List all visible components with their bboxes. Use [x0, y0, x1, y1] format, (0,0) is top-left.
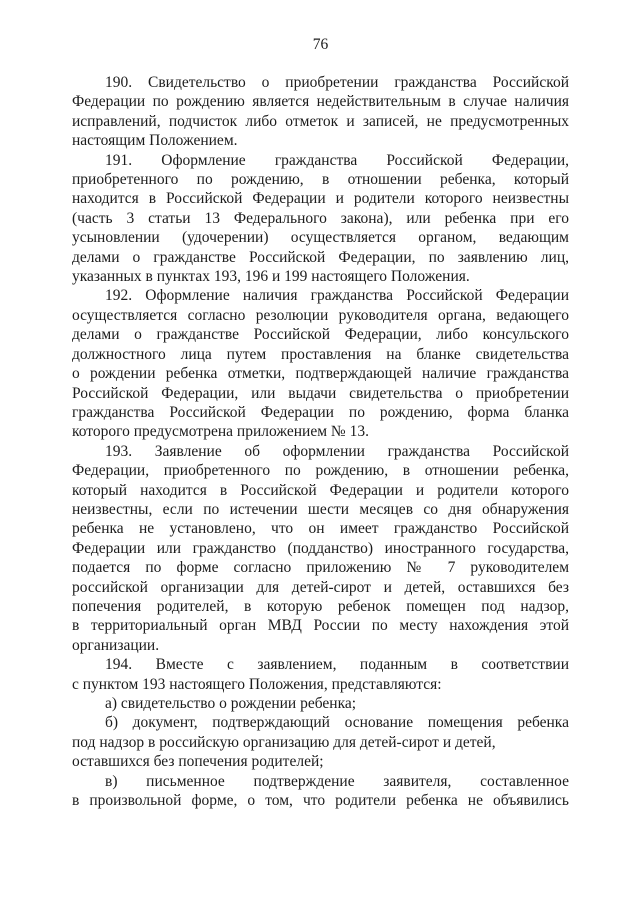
text-line: 190. Свидетельство о приобретении гражданства Российской	[105, 74, 569, 91]
text-line: настоящим Положением.	[72, 132, 238, 150]
paragraph-194-b	[72, 713, 569, 771]
text-line: указанных в пунктах 193, 196 и 199 настоящего Положения.	[72, 268, 470, 286]
paragraph-194	[72, 655, 569, 694]
text-line: организации.	[72, 636, 160, 654]
text-line: с пунктом 193 настоящего Положения, представляются:	[72, 675, 442, 693]
text-line: делами о гражданстве Российской Федерации, по заявлению лиц,	[72, 248, 569, 266]
text-line: о рождении ребенка отметки, подтверждающей наличие гражданства	[72, 365, 569, 383]
text-line: осуществляется согласно резолюции руководителя органа, ведающего	[72, 306, 569, 324]
text-line: 191. Оформление гражданства Российской Федерации,	[105, 151, 569, 169]
text-line: неизвестны, если по истечении шести месяцев со дня обнаружения	[72, 500, 569, 518]
text-line: 192. Оформление наличия гражданства Российской Федерации	[105, 287, 569, 305]
text-line: под надзор в российскую организацию для детей-сирот и детей,	[72, 733, 496, 751]
paragraph-192	[72, 286, 569, 441]
text-line: попечения родителей, в которую ребенок помещен под надзор,	[72, 597, 569, 615]
text-line: подается по форме согласно приложению № 7 руководителем	[72, 559, 569, 577]
text-line: находится в Российской Федерации и родители которого неизвестны	[72, 190, 569, 208]
text-line: делами о гражданстве Российской Федерации, либо консульского	[72, 326, 569, 344]
text-line: 194. Вместе с заявлением, поданным в соответствии	[105, 656, 569, 674]
text-line: должностного лица путем проставления на бланке свидетельства	[72, 345, 569, 363]
paragraph-194-v	[72, 772, 569, 811]
paragraph-190	[72, 73, 569, 151]
text-line: российской организации для детей-сирот и детей, оставшихся без	[72, 578, 569, 596]
text-line: 193. Заявление об оформлении гражданства Российской	[105, 442, 569, 460]
text-line: оставшихся без попечения родителей;	[72, 753, 324, 771]
text-line: гражданства Российской Федерации по рождению, форма бланка	[72, 403, 569, 421]
text-line: которого предусмотрена приложением № 13.	[72, 423, 369, 441]
text-line: а) свидетельство о рождении ребенка;	[105, 695, 357, 712]
paragraph-193	[72, 442, 569, 655]
text-line: в) письменное подтверждение заявителя, составленное	[105, 772, 569, 790]
text-line: в территориальный орган МВД России по месту нахождения этой	[72, 617, 569, 635]
paragraph-194-a	[72, 694, 569, 713]
text-line: (часть 3 статьи 13 Федерального закона), или ребенка при его	[72, 209, 569, 227]
text-line: приобретенного по рождению, в отношении ребенка, который	[72, 171, 569, 189]
text-line: б) документ, подтверждающий основание помещения ребенка	[105, 714, 569, 732]
document-body	[72, 73, 569, 810]
text-line: усыновлении (удочерении) осуществляется органом, ведающим	[72, 229, 569, 247]
text-line: исправлений, подчисток либо отметок и записей, не предусмотренных	[72, 112, 569, 130]
text-line: Федерации или гражданство (подданство) иностранного государства,	[72, 539, 569, 557]
page-number: 76	[312, 36, 329, 53]
text-line: Федерации по рождению является недействительным в случае наличия	[72, 93, 569, 111]
text-line: в произвольной форме, о том, что родители ребенка не объявились	[72, 792, 569, 810]
text-line: который находится в Российской Федерации и родители которого	[72, 481, 569, 499]
text-line: Федерации, приобретенного по рождению, в отношении ребенка,	[72, 462, 569, 480]
text-line: Российской Федерации, или выдачи свидетельства о приобретении	[72, 384, 569, 402]
paragraph-191	[72, 151, 569, 287]
text-line: ребенка не установлено, что он имеет гражданство Российской	[72, 520, 569, 538]
